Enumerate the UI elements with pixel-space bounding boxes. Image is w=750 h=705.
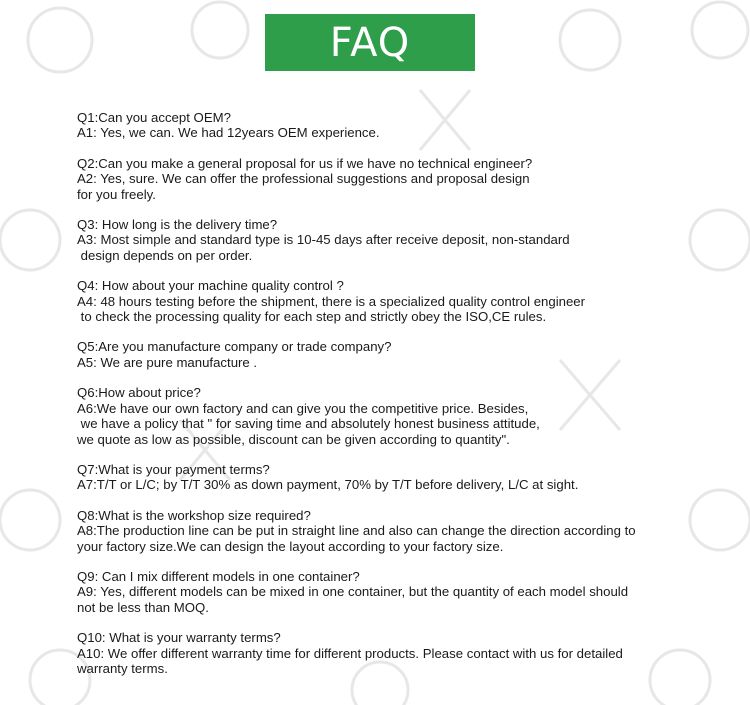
faq-item (77, 278, 737, 324)
answer-text: for you freely. (77, 186, 156, 202)
question-text: Q7:What is your payment terms? (77, 461, 270, 477)
faq-title-banner (265, 14, 475, 71)
question-text: Q1:Can you accept OEM? (77, 110, 231, 125)
faq-title: FAQ (329, 19, 411, 66)
answer-text: A6:We have our own factory and can give you the competitive price. Besides, (77, 400, 529, 416)
answer-text: A2: Yes, sure. We can offer the professional suggestions and proposal design (77, 171, 530, 187)
question-text: Q3: How long is the delivery time? (77, 217, 278, 233)
faq-item (77, 630, 737, 676)
faq-item (77, 110, 737, 141)
question-text: Q2:Can you make a general proposal for us if we have no technical engineer? (77, 155, 533, 171)
answer-text: A7:T/T or L/C; by T/T 30% as down payment, 70% by T/T before delivery, L/C at sight. (77, 477, 579, 493)
faq-item (77, 508, 737, 554)
question-text: Q6:How about price? (77, 385, 201, 401)
answer-text: to check the processing quality for each step and strictly obey the ISO,CE rules. (77, 309, 547, 325)
question-text: Q8:What is the workshop size required? (77, 507, 311, 523)
answer-text: A9: Yes, different models can be mixed in one container, but the quantity of each model should (77, 584, 629, 600)
answer-text: design depends on per order. (77, 247, 253, 263)
answer-text: A8:The production line can be put in straight line and also can change the direction according to (77, 523, 636, 539)
answer-text: we quote as low as possible, discount can be given according to quantity". (77, 431, 510, 447)
answer-text: warranty terms. (77, 660, 168, 676)
answer-text: not be less than MOQ. (77, 599, 209, 615)
faq-item (77, 462, 737, 493)
answer-text: we have a policy that " for saving time and absolutely honest business attitude, (77, 416, 540, 432)
answer-text: A10: We offer different warranty time for different products. Please contact with us for detailed (77, 645, 623, 661)
faq-item (77, 156, 737, 202)
answer-text: A1: Yes, we can. We had 12years OEM experience. (77, 125, 380, 141)
answer-text: your factory size.We can design the layout according to your factory size. (77, 538, 504, 554)
question-text: Q9: Can I mix different models in one container? (77, 568, 360, 584)
faq-item (77, 569, 737, 615)
answer-text: A3: Most simple and standard type is 10-45 days after receive deposit, non-standard (77, 232, 570, 248)
question-text: Q4: How about your machine quality control ? (77, 278, 344, 294)
faq-list (77, 110, 737, 691)
answer-text: A5: We are pure manufacture . (77, 354, 258, 370)
faq-item (77, 385, 737, 447)
faq-item (77, 217, 737, 263)
answer-text: A4: 48 hours testing before the shipment, there is a specialized quality control engineer (77, 293, 586, 309)
question-text: Q5:Are you manufacture company or trade company? (77, 339, 392, 355)
question-text: Q10: What is your warranty terms? (77, 630, 281, 646)
faq-item (77, 339, 737, 370)
